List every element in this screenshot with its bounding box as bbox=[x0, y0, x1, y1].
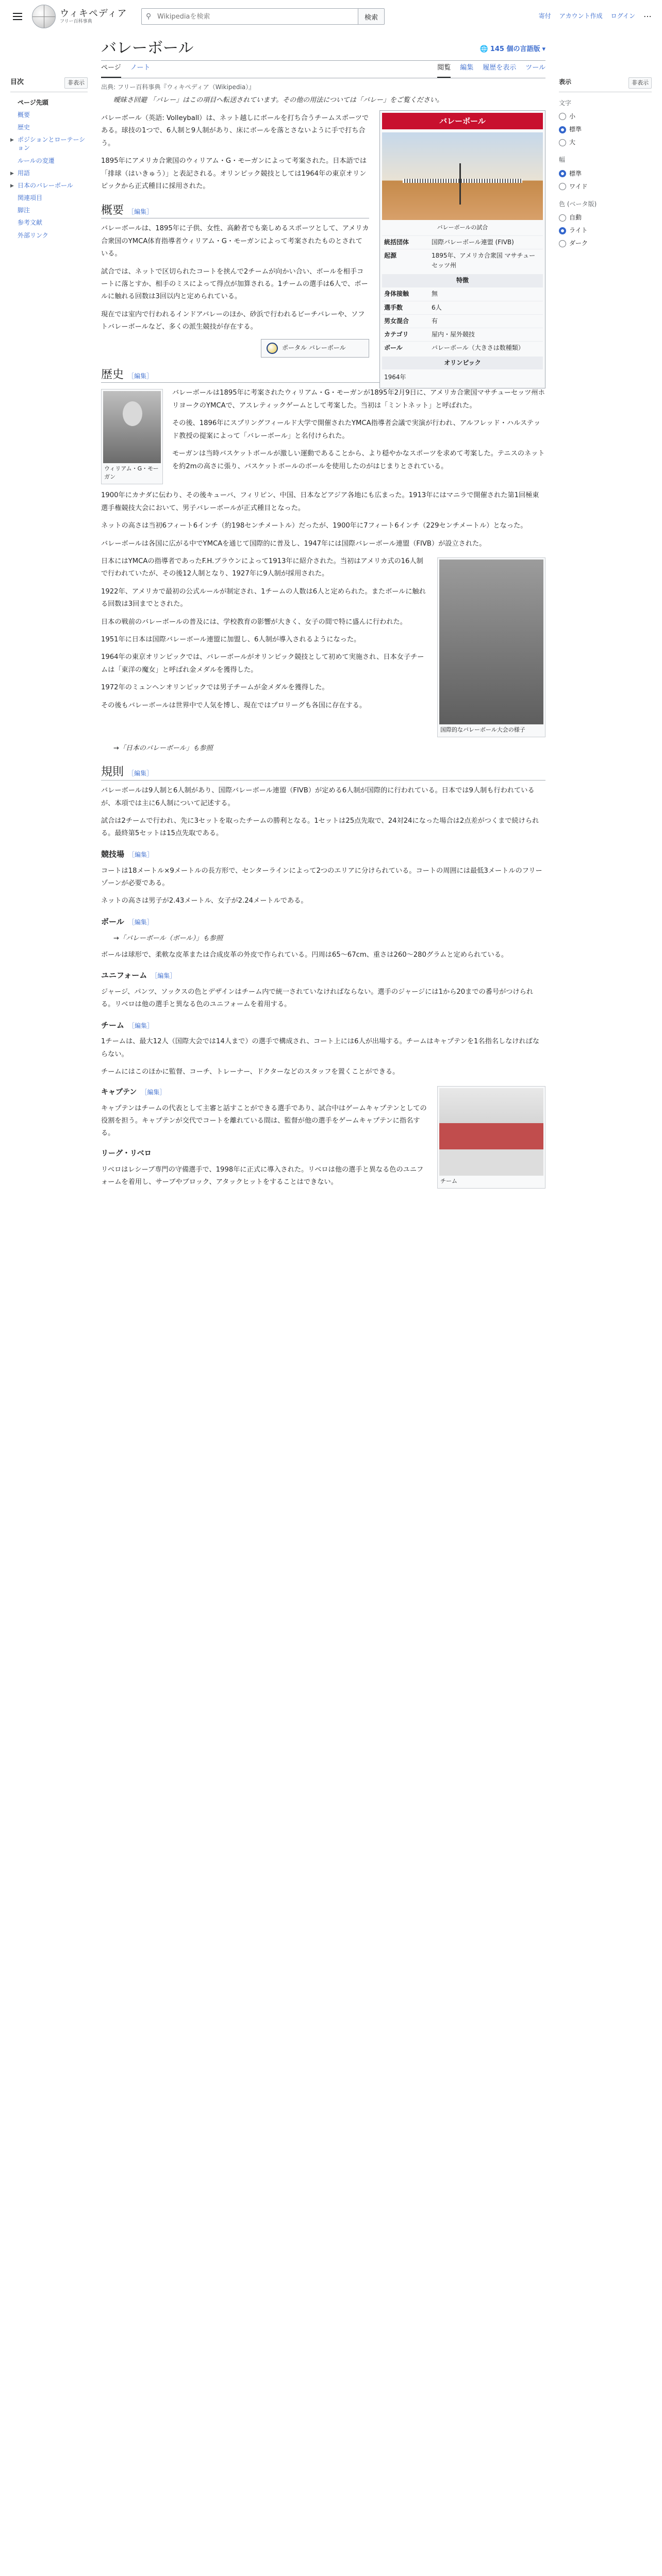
infobox bbox=[379, 110, 545, 388]
body-paragraph: キャプテンはチームの代表として主審と話すことができる選手であり、試合中はゲームキャプテンとしての役割を担う。キャプテンが交代でコートを離れている間は、監督が他の選手をゲームキャプテンに指名する。 bbox=[101, 1104, 427, 1138]
subsection-heading-ball: ボール ［編集］ bbox=[101, 917, 153, 926]
edit-link[interactable]: ［編集］ bbox=[128, 372, 153, 380]
create-account-link[interactable]: アカウント作成 bbox=[559, 12, 603, 20]
body-paragraph: バレーボールは1895年に考案されたウィリアム・G・モーガンが1895年2月9日に、アメリカ合衆国マサチューセッツ州ホリヨークのYMCAで、アスレティックゲームとして考案した。当初は「ミントネット」と呼ばれた。 bbox=[172, 389, 545, 410]
infobox-row bbox=[382, 328, 543, 341]
toc-item[interactable] bbox=[10, 96, 88, 109]
body-paragraph: 現在では室内で行われるインドアバレーのほか、砂浜で行われるビーチバレーや、ソフトバレーボールなど、多くの派生競技が存在する。 bbox=[101, 310, 365, 331]
lead-paragraph: バレーボール（英語: Volleyball）は、ネット越しにボールを打ち合うチームスポーツである。球技の1つで、6人制と9人制があり、床にボールを落とさないように手で打ち合う。 bbox=[101, 114, 369, 147]
body-paragraph: 試合は2チームで行われ、先に3セットを取ったチームの勝利となる。1セットは25点先取で、24対24になった場合は2点差がつくまで続けられる。最終第5セットは15点先取である。 bbox=[101, 817, 539, 838]
radio-label: ライト bbox=[569, 227, 588, 234]
toc-spacer bbox=[10, 125, 15, 131]
infobox-key: カテゴリ bbox=[384, 330, 409, 338]
edit-link[interactable]: ［編集］ bbox=[128, 1022, 154, 1029]
body-paragraph: バレーボールは9人制と6人制があり、国際バレーボール連盟（FIVB）が定める6人制が国際的に行われている。日本では9人制も行われているが、本項では主に6人制について記述する。 bbox=[101, 787, 535, 807]
toc-spacer bbox=[10, 100, 15, 107]
toc-item[interactable] bbox=[10, 167, 88, 179]
infobox-section-head: 特徴 bbox=[382, 274, 543, 287]
toc-item-label: ページ先頭 bbox=[18, 98, 48, 106]
toc-item-label: ルールの変遷 bbox=[18, 157, 55, 164]
toc-item-label: 関連項目 bbox=[18, 194, 43, 202]
body-paragraph: ネットの高さは男子が2.43メートル、女子が2.24メートルである。 bbox=[101, 897, 308, 905]
radio-label: 標準 bbox=[569, 125, 582, 133]
body-paragraph: その後、1896年にスプリングフィールド大学で開催されたYMCA指導者会議で実演が行われ、アルフレッド・ハルステッド教授の提案によって「バレーボール」と名付けられた。 bbox=[172, 419, 541, 440]
radio-option[interactable] bbox=[559, 211, 652, 224]
lead-section bbox=[101, 112, 369, 334]
toc-title: 目次 bbox=[10, 78, 24, 86]
radio-label: ダーク bbox=[569, 240, 588, 247]
tab-page[interactable]: ページ bbox=[101, 63, 121, 78]
chevron-down-icon: ▾ bbox=[542, 45, 545, 54]
tab-edit[interactable]: 編集 bbox=[460, 64, 474, 72]
toc-item-label: 概要 bbox=[18, 111, 30, 118]
radio-button[interactable] bbox=[559, 183, 566, 190]
appearance-panel bbox=[559, 77, 652, 250]
body-paragraph: チームにはこのほかに監督、コーチ、トレーナー、ドクターなどのスタッフを置くことができる。 bbox=[101, 1068, 400, 1076]
portal-box[interactable] bbox=[261, 339, 369, 358]
volleyball-icon bbox=[267, 343, 278, 354]
edit-link[interactable]: ［編集］ bbox=[128, 918, 153, 926]
text-size-label: 文字 bbox=[559, 99, 572, 107]
search-icon: ⚲ bbox=[146, 12, 152, 21]
team-figure[interactable] bbox=[437, 1086, 545, 1189]
toc-spacer bbox=[10, 195, 15, 202]
toc-item-label: 用語 bbox=[18, 169, 30, 177]
morgan-photo bbox=[103, 391, 161, 463]
subsection-heading-uniform: ユニフォーム ［編集］ bbox=[101, 971, 176, 980]
appearance-title: 表示 bbox=[559, 78, 572, 86]
toc-item-label: 参考文献 bbox=[18, 219, 43, 227]
edit-link[interactable]: ［編集］ bbox=[128, 770, 153, 777]
logo-title: ウィキペディア bbox=[60, 8, 127, 19]
edit-link[interactable]: ［編集］ bbox=[128, 851, 154, 858]
edit-link[interactable]: ［編集］ bbox=[141, 1088, 166, 1096]
radio-option[interactable] bbox=[559, 224, 652, 237]
toc-item[interactable] bbox=[10, 133, 88, 154]
infobox-olympic-head: オリンピック bbox=[382, 357, 543, 369]
toc-item[interactable] bbox=[10, 192, 88, 204]
logo-tagline: フリー百科事典 bbox=[60, 19, 92, 25]
infobox-value: 無 bbox=[432, 290, 438, 298]
search-form bbox=[141, 8, 385, 25]
body-paragraph: 日本の戦前のバレーボールの普及には、学校教育の影響が大きく、女子の間で特に盛んに行われた。 bbox=[101, 618, 407, 626]
body-paragraph: バレーボールは、1895年に子供、女性、高齢者でも楽しめるスポーツとして、アメリカ合衆国のYMCA体育指導者ウィリアム・G・モーガンによって考案されたものとされている。 bbox=[101, 225, 369, 258]
edit-link[interactable]: ［編集］ bbox=[151, 972, 176, 980]
lead-paragraph: 1895年にアメリカ合衆国のウィリアム・G・モーガンによって考案された。日本語では「排球（はいきゅう）」と表記される。オリンピック競技としては1964年の東京オリンピックから正式種目に採用された。 bbox=[101, 157, 367, 191]
appearance-hide-button[interactable]: 非表示 bbox=[628, 77, 652, 89]
site-header bbox=[0, 0, 662, 33]
body-paragraph: モーガンは当時バスケットボールが激しい運動であることから、より穏やかなスポーツを求めて考案した。テニスのネットを約2mの高さに張り、バスケットボールのボールを使用したのがはじまりとされている。 bbox=[172, 450, 545, 470]
language-button[interactable] bbox=[480, 44, 545, 58]
body-paragraph: リベロはレシーブ専門の守備選手で、1998年に正式に導入された。リベロは他の選手と異なる色のユニフォームを着用し、サーブやブロック、アタックヒットをすることはできない。 bbox=[101, 1165, 424, 1187]
body-paragraph: 1922年、アメリカで最初の公式ルールが制定され、1チームの人数は6人と定められた。またボールに触れる回数は3回までとされた。 bbox=[101, 587, 426, 608]
figure-caption: チーム bbox=[440, 1177, 457, 1184]
figure-caption: ウィリアム・G・モーガン bbox=[104, 465, 159, 480]
section-heading-rules: 規則 ［編集］ bbox=[101, 764, 545, 781]
infobox-olympic-value: 1964年 bbox=[384, 374, 406, 381]
width-label: 幅 bbox=[559, 156, 566, 164]
team-photo bbox=[439, 1088, 543, 1176]
language-count: 145 個の言語版 bbox=[490, 45, 540, 54]
history-section bbox=[101, 367, 545, 1189]
radio-label: 標準 bbox=[569, 170, 582, 177]
body-paragraph: 1900年にカナダに伝わり、その後キューバ、フィリピン、中国、日本などアジア各地にも広まった。1913年にはマニラで開催された第1回極東選手権競技大会において、男子バレーボールが正式種目となった。 bbox=[101, 492, 539, 512]
infobox-caption: バレーボールの試合 bbox=[437, 224, 488, 231]
radio-label: 自動 bbox=[569, 214, 582, 222]
wikipedia-globe-icon bbox=[32, 5, 56, 28]
donate-link[interactable]: 寄付 bbox=[538, 12, 551, 20]
radio-button[interactable] bbox=[559, 113, 566, 120]
main-content bbox=[101, 33, 545, 1194]
tab-talk[interactable]: ノート bbox=[130, 64, 151, 72]
radio-button[interactable] bbox=[559, 139, 566, 146]
toc-item-label: 歴史 bbox=[18, 123, 30, 131]
radio-option[interactable] bbox=[559, 123, 652, 136]
toc-item[interactable] bbox=[10, 109, 88, 121]
infobox-row bbox=[382, 249, 543, 272]
body-paragraph: その後もバレーボールは世界中で人気を博し、現在ではプロリーグも各国に存在する。 bbox=[101, 701, 367, 709]
portal-label: ポータル バレーボール bbox=[282, 344, 346, 352]
body-paragraph: 1964年の東京オリンピックでは、バレーボールがオリンピック競技として初めて実施され、日本女子チームは「東洋の魔女」と呼ばれ金メダルを獲得した。 bbox=[101, 653, 424, 674]
infobox-value: 1895年、アメリカ合衆国 マサチューセッツ州 bbox=[432, 251, 536, 269]
login-link[interactable]: ログイン bbox=[610, 12, 635, 20]
radio-button[interactable] bbox=[559, 214, 566, 222]
body-paragraph: 1チームは、最大12人（国際大会では14人まで）の選手で構成され、コート上には6人が出場する。チームはキャプテンを1名指名しなければならない。 bbox=[101, 1038, 540, 1058]
see-also-note[interactable]: →「バレーボール（ボール）」も参照 bbox=[113, 934, 223, 942]
translate-icon: 🌐 bbox=[479, 45, 488, 54]
radio-button[interactable] bbox=[559, 170, 566, 177]
body-paragraph: 試合では、ネットで区切られたコートを挟んで2チームが向かい合い、ボールを相手コートに落とすか、相手のミスによって得点が加算される。1チームの選手は6人で、ボールに触れる回数は3回以内と定められている。 bbox=[101, 267, 368, 301]
body-paragraph: ボールは球形で、柔軟な皮革または合成皮革の外皮で作られている。円周は65〜67cm、重さは260〜280グラムと定められている。 bbox=[101, 951, 508, 959]
chevron-right-icon[interactable]: ▶ bbox=[10, 183, 14, 189]
infobox-value: 屋内・屋外競技 bbox=[432, 330, 475, 338]
search-button[interactable]: 検索 bbox=[358, 8, 385, 25]
page-tabs bbox=[101, 61, 545, 78]
infobox-key: 男女混合 bbox=[384, 317, 409, 325]
subsection-heading-team: チーム ［編集］ bbox=[101, 1020, 154, 1030]
section-heading-overview: 概要 ［編集］ bbox=[101, 202, 369, 219]
infobox-value: 有 bbox=[432, 317, 438, 325]
page-source-note: 出典: フリー百科事典『ウィキペディア（Wikipedia）』 bbox=[101, 83, 255, 91]
infobox-key: 身体接触 bbox=[384, 290, 409, 298]
toc-spacer bbox=[10, 158, 15, 165]
toc-item-label: 脚注 bbox=[18, 207, 30, 214]
body-paragraph: バレーボールは各国に広がる中でYMCAを通じて国際的に普及し、1947年には国際バレーボール連盟（FIVB）が設立された。 bbox=[101, 539, 486, 548]
match-figure[interactable] bbox=[437, 557, 545, 737]
infobox-row bbox=[382, 301, 543, 314]
tab-history[interactable]: 履歴を表示 bbox=[483, 64, 517, 72]
color-label: 色 (ベータ版) bbox=[559, 200, 597, 208]
hatnote: 曖昧さ回避 「バレー」はこの項目へ転送されています。その他の用法については「バレー」をご覧ください。 bbox=[113, 96, 443, 105]
section-heading-history: 歴史 ［編集］ bbox=[101, 367, 545, 383]
page-title: バレーボール bbox=[101, 40, 194, 57]
tab-read[interactable]: 閲覧 bbox=[437, 63, 451, 78]
body-paragraph: コートは18メートル×9メートルの長方形で、センターラインによって2つのエリアに分けられている。コートの周囲には最低3メートルのフリーゾーンが必要である。 bbox=[101, 867, 542, 888]
toc-spacer bbox=[10, 208, 15, 214]
infobox-title: バレーボール bbox=[382, 113, 543, 129]
more-options-icon[interactable]: ⋯ bbox=[643, 11, 652, 22]
radio-button[interactable] bbox=[559, 227, 566, 234]
infobox-value: バレーボール（大きさは数種類） bbox=[432, 344, 524, 352]
body-paragraph: 1972年のミュンヘンオリンピックでは男子チームが金メダルを獲得した。 bbox=[101, 684, 329, 692]
toc-spacer bbox=[10, 233, 15, 240]
toc-item[interactable] bbox=[10, 155, 88, 167]
body-paragraph: ジャージ、パンツ、ソックスの色とデザインはチーム内で統一されていなければならない。選手のジャージには1から20までの番号がつけられる。リベロは他の選手と異なる色のユニフォームを着用する。 bbox=[101, 988, 534, 1009]
infobox-value: 国際バレーボール連盟 (FIVB) bbox=[432, 238, 514, 246]
tab-tools[interactable]: ツール bbox=[525, 64, 545, 72]
chevron-right-icon[interactable]: ▶ bbox=[10, 171, 14, 176]
toc-item[interactable] bbox=[10, 229, 88, 242]
radio-label: 大 bbox=[569, 139, 576, 146]
toc-item-label: 日本のバレーボール bbox=[18, 181, 73, 189]
toc-item[interactable] bbox=[10, 204, 88, 216]
figure-caption: 国際的なバレーボール大会の様子 bbox=[440, 726, 525, 733]
toc-hide-button[interactable]: 非表示 bbox=[64, 77, 88, 89]
infobox-key: 統括団体 bbox=[384, 238, 409, 246]
subsection-heading-court: 競技場 ［編集］ bbox=[101, 849, 154, 859]
toc-spacer bbox=[10, 112, 15, 119]
infobox-row bbox=[382, 287, 543, 300]
infobox-row bbox=[382, 341, 543, 354]
toc-spacer bbox=[10, 220, 15, 227]
morgan-figure[interactable] bbox=[101, 389, 163, 484]
body-paragraph: 日本にはYMCAの指導者であったF.H.ブラウンによって1913年に紹介された。当初はアメリカ式の16人制で行われていたが、その後12人制となり、1927年に9人制が採用された。 bbox=[101, 557, 423, 578]
user-links bbox=[539, 10, 652, 23]
infobox-image[interactable] bbox=[382, 132, 543, 220]
main-menu-button[interactable] bbox=[10, 9, 25, 24]
radio-option[interactable] bbox=[559, 180, 652, 193]
radio-label: 小 bbox=[569, 112, 576, 120]
infobox-key: ボール bbox=[384, 344, 403, 352]
body-paragraph: ネットの高さは当初6フィート6インチ（約198センチメートル）だったが、1900年に7フィート6インチ（229センチメートル）となった。 bbox=[101, 522, 527, 530]
infobox-row bbox=[382, 235, 543, 249]
table-of-contents bbox=[10, 77, 88, 242]
toc-item-label: ポジションとローテーション bbox=[18, 136, 86, 152]
edit-link[interactable]: ［編集］ bbox=[128, 208, 153, 215]
radio-button[interactable] bbox=[559, 240, 566, 247]
infobox-key: 起源 bbox=[384, 251, 397, 259]
infobox-key: 選手数 bbox=[384, 303, 403, 311]
match-photo bbox=[439, 560, 543, 724]
radio-option[interactable] bbox=[559, 237, 652, 250]
subsection-heading-libero: リーグ・リベロ bbox=[101, 1149, 152, 1158]
site-logo[interactable] bbox=[32, 5, 130, 28]
radio-label: ワイド bbox=[569, 182, 588, 190]
infobox-value: 6人 bbox=[432, 303, 442, 311]
radio-option[interactable] bbox=[559, 136, 652, 149]
search-input[interactable] bbox=[141, 8, 358, 25]
subsection-heading-captain: キャプテン ［編集］ bbox=[101, 1088, 166, 1096]
toc-item-label: 外部リンク bbox=[18, 231, 48, 239]
body-paragraph: 1951年に日本は国際バレーボール連盟に加盟し、6人制が導入されるようになった。 bbox=[101, 636, 361, 644]
chevron-right-icon[interactable]: ▶ bbox=[10, 138, 14, 143]
infobox-row bbox=[382, 314, 543, 328]
toc-item[interactable] bbox=[10, 179, 88, 192]
toc-item[interactable] bbox=[10, 121, 88, 133]
radio-option[interactable] bbox=[559, 167, 652, 180]
radio-button[interactable] bbox=[559, 126, 566, 133]
radio-option[interactable] bbox=[559, 110, 652, 123]
toc-item[interactable] bbox=[10, 216, 88, 229]
see-also-note[interactable]: →「日本のバレーボール」も参照 bbox=[113, 744, 213, 753]
